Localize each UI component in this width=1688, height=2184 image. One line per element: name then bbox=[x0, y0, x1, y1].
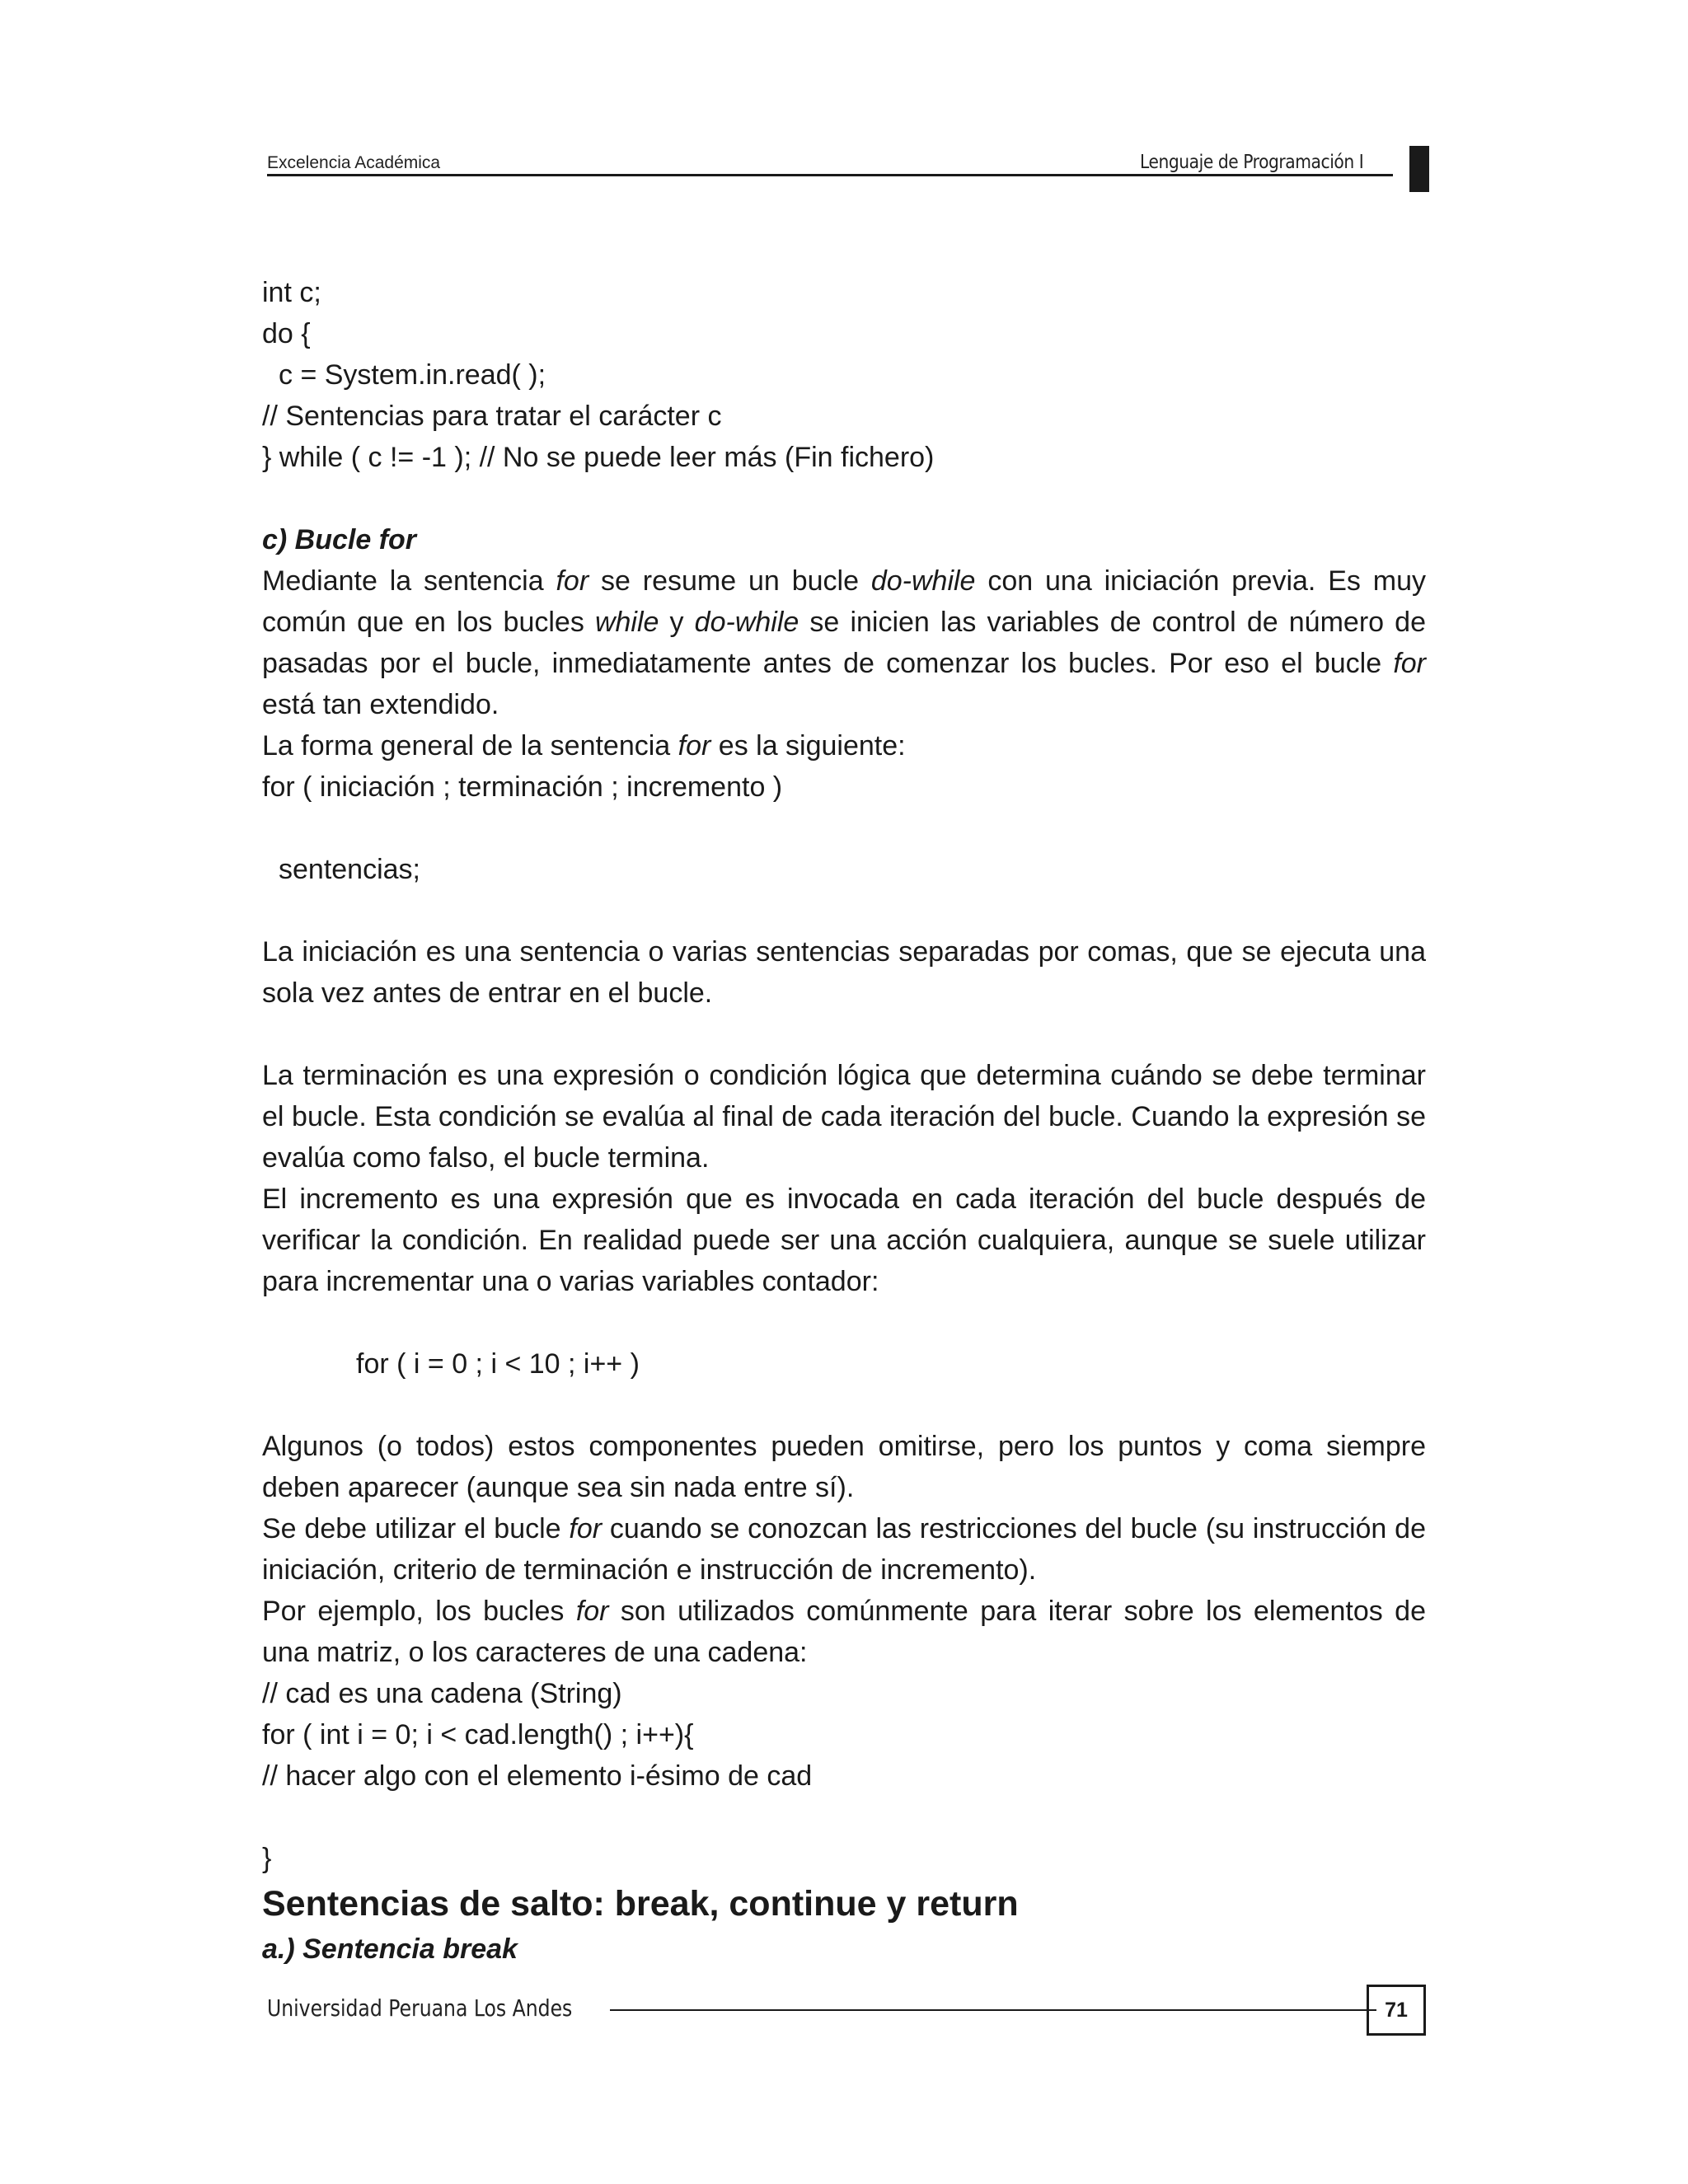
paragraph: Se debe utilizar el bucle for cuando se conozcan las restricciones del bucle (su instrucción de iniciación, criterio de terminación e instrucción de incremento). bbox=[262, 1513, 1426, 1586]
code-line: do { bbox=[262, 318, 311, 349]
section-title: Sentencias de salto: break, continue y return bbox=[262, 1884, 1019, 1924]
subheading-bucle-for: c) Bucle for bbox=[262, 524, 417, 555]
paragraph: La terminación es una expresión o condición lógica que determina cuándo se debe terminar el bucle. Esta condición se evalúa al final de cada iteración del bucle. Cuando la expresión se evalúa como falso, el bucle termina. bbox=[262, 1060, 1426, 1174]
header-marker-block bbox=[1409, 146, 1429, 192]
page-footer bbox=[267, 1985, 1429, 2036]
footer-rule bbox=[610, 2009, 1376, 2011]
code-line: sentencias; bbox=[279, 854, 420, 885]
code-line: // hacer algo con el elemento i-ésimo de cad bbox=[262, 1760, 813, 1792]
code-line: for ( i = 0 ; i < 10 ; i++ ) bbox=[356, 1348, 640, 1380]
header-left-text: Excelencia Académica bbox=[267, 153, 441, 172]
subheading-sentencia-break: a.) Sentencia break bbox=[262, 1933, 518, 1965]
paragraph: Mediante la sentencia for se resume un bucle do-while con una iniciación previa. Es muy común que en los bucles while y do-while se inicien las variables de control de número de pasadas por el bucle, inmediatamente antes de comenzar los bucles. Por eso el bucle for está tan extendido. bbox=[262, 565, 1426, 720]
code-line: int c; bbox=[262, 277, 321, 308]
code-line: c = System.in.read( ); bbox=[279, 359, 546, 391]
page-number: 71 bbox=[1367, 1985, 1426, 2036]
code-line: // cad es una cadena (String) bbox=[262, 1678, 622, 1709]
code-line: } while ( c != -1 ); // No se puede leer más (Fin fichero) bbox=[262, 442, 935, 473]
paragraph: La iniciación es una sentencia o varias sentencias separadas por comas, que se ejecuta una sola vez antes de entrar en el bucle. bbox=[262, 936, 1426, 1009]
paragraph: Algunos (o todos) estos componentes pueden omitirse, pero los puntos y coma siempre deben aparecer (aunque sea sin nada entre sí). bbox=[262, 1431, 1426, 1503]
header-rule bbox=[267, 174, 1393, 176]
page-content bbox=[262, 272, 1426, 1970]
paragraph: El incremento es una expresión que es invocada en cada iteración del bucle después de verificar la condición. En realidad puede ser una acción cualquiera, aunque se suele utilizar para incrementar una o varias variables contador: bbox=[262, 1183, 1426, 1297]
paragraph: Por ejemplo, los bucles for son utilizados comúnmente para iterar sobre los elementos de una matriz, o los caracteres de una cadena: bbox=[262, 1596, 1427, 1668]
footer-university: Universidad Peruana Los Andes bbox=[267, 1994, 573, 2022]
code-line: } bbox=[262, 1843, 272, 1874]
code-line: for ( int i = 0; i < cad.length() ; i++){ bbox=[262, 1719, 694, 1750]
page-header bbox=[267, 140, 1393, 176]
syntax-line: for ( iniciación ; terminación ; incremento ) bbox=[262, 771, 783, 803]
paragraph: La forma general de la sentencia for es la siguiente: bbox=[262, 730, 906, 762]
header-right-text: Lenguaje de Programación I bbox=[1139, 152, 1363, 173]
code-line: // Sentencias para tratar el carácter c bbox=[262, 401, 722, 432]
